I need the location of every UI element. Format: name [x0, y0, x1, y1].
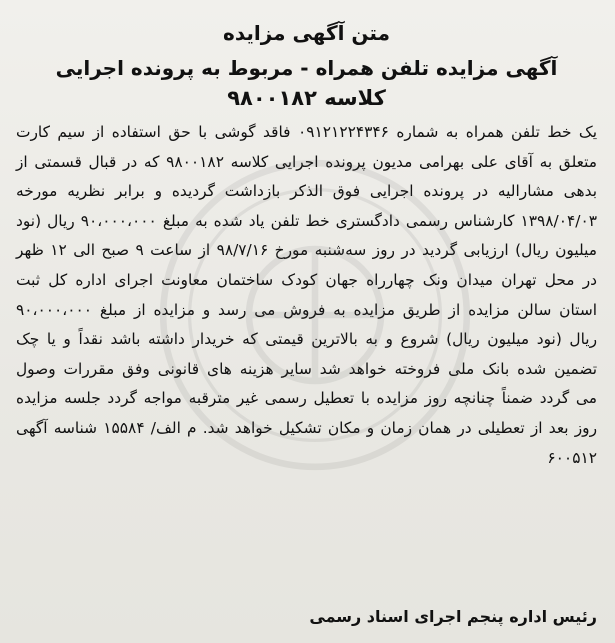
signature-line: رئیس اداره پنجم اجرای اسناد رسمی — [309, 607, 597, 626]
notice-subtitle: آگهی مزایده تلفن همراه - مربوط به پرونده اجرایی — [55, 56, 558, 80]
notice-body: یک خط تلفن همراه به شماره ۰۹۱۲۱۲۲۴۳۴۶ فاقد گوشی با حق استفاده از سیم کارت متعلق به آقای علی بهرامی مدیون پرونده اجرایی کلاسه ۹۸۰۰۱۸۲ که در قبال قسمتی از بدهی مشارالیه در پرونده اجرایی فوق الذکر بازداشت گردیده و برابر نظریه مورخه ۱۳۹۸/۰۴/۰۳ کارشناس رسمی دادگستری خط تلفن یاد شده به مبلغ ۹۰،۰۰۰،۰۰۰ ریال (نود میلیون ریال) ارزیابی گردید در روز سه‌شنبه مورخ ۹۸/۷/۱۶ از ساعت ۹ صبح الی ۱۲ ظهر در محل تهران میدان ونک چهارراه جهان کودک ساختمان معاونت اجرای اداره کل ثبت استان سالن مزایده از طریق مزایده به فروش می رسد و مزایده از مبلغ ۹۰،۰۰۰،۰۰۰ ریال (نود میلیون ریال) شروع و به بالاترین قیمتی که خریدار داشته باشد نقداً و یا چک تضمین شده بانک ملی فروخته خواهد شد سایر هزینه های قانونی وفق مقررات وصول می گردد ضمناً چنانچه روز مزایده با تعطیل رسمی غیر مترقبه مواجه گردد جلسه مزایده روز بعد از تعطیلی در همان زمان و مکان تشکیل خواهد شد. م الف/ ۱۵۵۸۴ شناسه آگهی ۶۰۰۵۱۲ — [16, 123, 598, 467]
case-class-number: کلاسه ۹۸۰۰۱۸۲ — [227, 86, 386, 110]
notice-title: متن آگهی مزایده — [223, 21, 390, 45]
